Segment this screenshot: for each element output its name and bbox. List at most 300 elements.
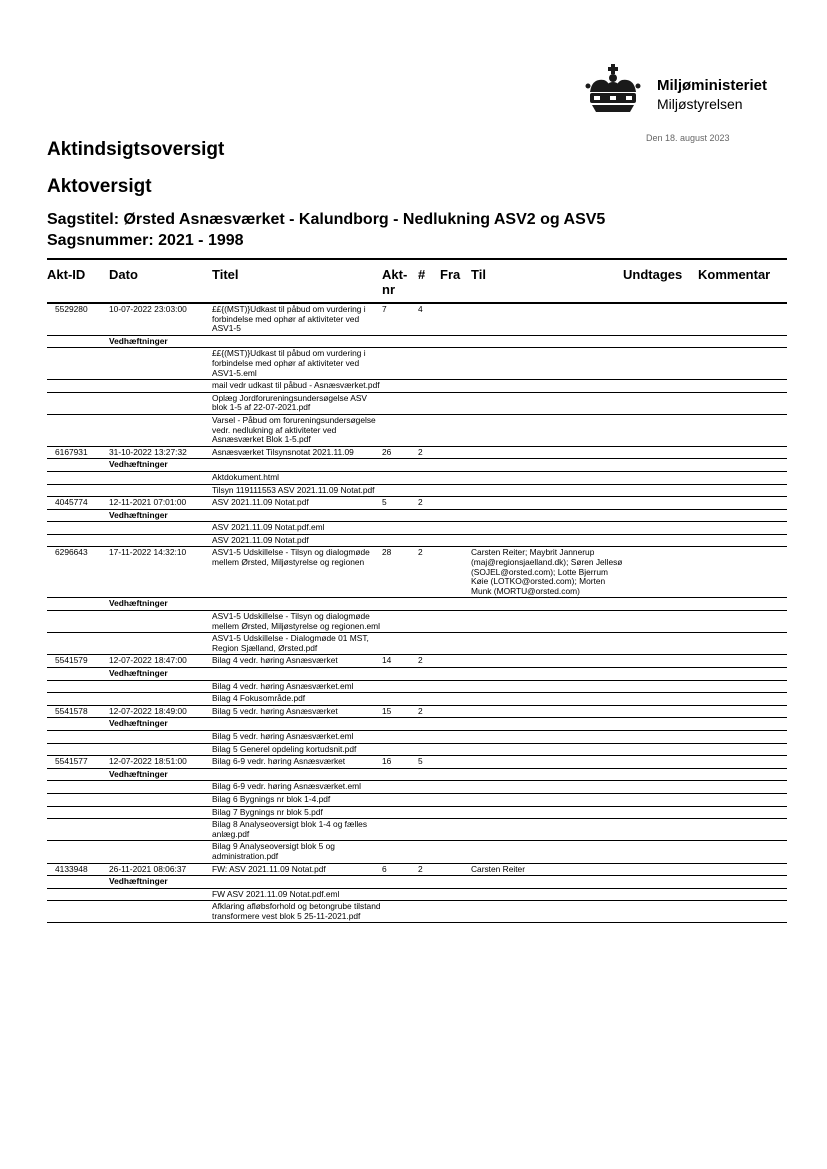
fra-cell — [440, 509, 471, 522]
undtages-cell — [623, 680, 698, 693]
undtages-cell — [623, 497, 698, 510]
undtages-cell — [623, 459, 698, 472]
titel-cell: ASV 2021.11.09 Notat.pdf.eml — [212, 522, 382, 535]
akt-nr-cell — [382, 806, 418, 819]
kommentar-cell — [698, 901, 787, 923]
dato-cell — [109, 633, 212, 655]
undtages-cell — [623, 633, 698, 655]
attachment-row — [47, 380, 787, 393]
titel-cell: ££{(MST)}Udkast til påbud om vurdering i forbindelse med ophør af aktiviteter ved ASV1-5 — [212, 303, 382, 335]
akt-id-cell: 6167931 — [47, 446, 109, 459]
dato-cell: 12-07-2022 18:49:00 — [109, 705, 212, 718]
crown-icon — [584, 62, 644, 122]
page-title: Aktindsigtsoversigt — [47, 139, 225, 160]
titel-cell — [212, 876, 382, 889]
kommentar-cell — [698, 841, 787, 863]
dato-cell: 12-07-2022 18:47:00 — [109, 655, 212, 668]
undtages-cell — [623, 522, 698, 535]
akt-id-cell — [47, 335, 109, 348]
count-cell — [418, 680, 440, 693]
dato-cell — [109, 806, 212, 819]
fra-cell — [440, 781, 471, 794]
akt-nr-cell — [382, 471, 418, 484]
titel-cell: ASV 2021.11.09 Notat.pdf — [212, 497, 382, 510]
fra-cell — [440, 392, 471, 414]
fra-cell — [440, 718, 471, 731]
til-cell — [471, 888, 623, 901]
attachments-row — [47, 876, 787, 889]
dato-cell — [109, 901, 212, 923]
count-cell — [418, 471, 440, 484]
dato-cell — [109, 392, 212, 414]
kommentar-cell — [698, 611, 787, 633]
til-cell — [471, 484, 623, 497]
til-cell — [471, 841, 623, 863]
akt-nr-cell — [382, 819, 418, 841]
kommentar-cell — [698, 863, 787, 876]
fra-cell — [440, 876, 471, 889]
undtages-cell — [623, 793, 698, 806]
dato-cell — [109, 534, 212, 547]
table-row — [47, 756, 787, 769]
dato-cell: Vedhæftninger — [109, 718, 212, 731]
attachment-row — [47, 781, 787, 794]
akt-id-cell — [47, 876, 109, 889]
kommentar-cell — [698, 392, 787, 414]
logo-name: Miljøministeriet — [657, 77, 768, 94]
count-cell: 5 — [418, 756, 440, 769]
kommentar-cell — [698, 348, 787, 380]
dato-cell: 17-11-2022 14:32:10 — [109, 547, 212, 598]
fra-cell — [440, 522, 471, 535]
dato-cell — [109, 348, 212, 380]
kommentar-cell — [698, 756, 787, 769]
titel-cell: Bilag 6 Bygnings nr blok 1-4.pdf — [212, 793, 382, 806]
akt-nr-cell — [382, 522, 418, 535]
count-cell — [418, 392, 440, 414]
fra-cell — [440, 705, 471, 718]
logo-subname: Miljøstyrelsen — [657, 96, 743, 112]
attachments-row — [47, 509, 787, 522]
attachments-row — [47, 598, 787, 611]
akt-id-cell — [47, 793, 109, 806]
til-cell — [471, 793, 623, 806]
fra-cell — [440, 793, 471, 806]
kommentar-cell — [698, 730, 787, 743]
fra-cell — [440, 730, 471, 743]
titel-cell — [212, 459, 382, 472]
til-cell — [471, 781, 623, 794]
akt-id-cell — [47, 841, 109, 863]
column-header-count: # — [418, 259, 440, 303]
undtages-cell — [623, 484, 698, 497]
column-header-titel: Titel — [212, 259, 382, 303]
dato-cell — [109, 888, 212, 901]
akt-id-cell — [47, 522, 109, 535]
fra-cell — [440, 888, 471, 901]
kommentar-cell — [698, 471, 787, 484]
kommentar-cell — [698, 668, 787, 681]
til-cell — [471, 819, 623, 841]
akt-id-cell — [47, 459, 109, 472]
undtages-cell — [623, 611, 698, 633]
attachment-row — [47, 392, 787, 414]
table-row — [47, 547, 787, 598]
count-cell — [418, 522, 440, 535]
fra-cell — [440, 768, 471, 781]
dato-cell: Vedhæftninger — [109, 876, 212, 889]
undtages-cell — [623, 655, 698, 668]
count-cell: 2 — [418, 863, 440, 876]
document-date: Den 18. august 2023 — [646, 133, 730, 143]
til-cell — [471, 598, 623, 611]
fra-cell — [440, 459, 471, 472]
logo — [584, 62, 794, 122]
dato-cell — [109, 484, 212, 497]
dato-cell — [109, 819, 212, 841]
kommentar-cell — [698, 888, 787, 901]
count-cell — [418, 806, 440, 819]
kommentar-cell — [698, 446, 787, 459]
akt-nr-cell: 5 — [382, 497, 418, 510]
akt-nr-cell — [382, 509, 418, 522]
table-row — [47, 655, 787, 668]
dato-cell — [109, 680, 212, 693]
undtages-cell — [623, 806, 698, 819]
titel-cell: Bilag 6-9 vedr. høring Asnæsværket — [212, 756, 382, 769]
akt-id-cell: 5541579 — [47, 655, 109, 668]
titel-cell — [212, 768, 382, 781]
count-cell — [418, 768, 440, 781]
akt-id-cell — [47, 598, 109, 611]
fra-cell — [440, 534, 471, 547]
titel-cell: Bilag 4 vedr. høring Asnæsværket.eml — [212, 680, 382, 693]
til-cell — [471, 718, 623, 731]
dato-cell — [109, 611, 212, 633]
fra-cell — [440, 756, 471, 769]
undtages-cell — [623, 730, 698, 743]
case-title: Sagstitel: Ørsted Asnæsværket - Kalundborg - Nedlukning ASV2 og ASV5 — [47, 211, 606, 228]
column-header-til: Til — [471, 259, 623, 303]
akt-id-cell — [47, 806, 109, 819]
undtages-cell — [623, 781, 698, 794]
undtages-cell — [623, 901, 698, 923]
til-cell: Carsten Reiter; Maybrit Jannerup (maj@regionsjaelland.dk); Søren Jellesø (SOJEL@orsted.com); Lotte Bjerrum Køie (LOTKO@orsted.com); Morten Munk (MORTU@orsted.com) — [471, 547, 623, 598]
attachment-row — [47, 633, 787, 655]
fra-cell — [440, 693, 471, 706]
count-cell — [418, 380, 440, 393]
undtages-cell — [623, 392, 698, 414]
akt-id-cell — [47, 901, 109, 923]
case-number: Sagsnummer: 2021 - 1998 — [47, 232, 244, 249]
count-cell — [418, 611, 440, 633]
kommentar-cell — [698, 781, 787, 794]
akt-nr-cell — [382, 793, 418, 806]
akt-nr-cell — [382, 888, 418, 901]
kommentar-cell — [698, 414, 787, 446]
dato-cell — [109, 693, 212, 706]
til-cell — [471, 471, 623, 484]
fra-cell — [440, 598, 471, 611]
kommentar-cell — [698, 633, 787, 655]
akt-id-cell — [47, 471, 109, 484]
akt-id-cell — [47, 348, 109, 380]
attachment-row — [47, 414, 787, 446]
count-cell: 2 — [418, 655, 440, 668]
column-header-undtages: Undtages — [623, 259, 698, 303]
titel-cell: Bilag 9 Analyseoversigt blok 5 og administration.pdf — [212, 841, 382, 863]
fra-cell — [440, 901, 471, 923]
til-cell — [471, 348, 623, 380]
akt-id-cell — [47, 611, 109, 633]
kommentar-cell — [698, 303, 787, 335]
akt-nr-cell — [382, 484, 418, 497]
table-header — [47, 259, 787, 303]
undtages-cell — [623, 756, 698, 769]
dato-cell — [109, 380, 212, 393]
fra-cell — [440, 471, 471, 484]
fra-cell — [440, 335, 471, 348]
count-cell — [418, 348, 440, 380]
titel-cell: Varsel - Påbud om forureningsundersøgelse vedr. nedlukning af aktiviteter ved Asnæsværket Blok 1-5.pdf — [212, 414, 382, 446]
page-subtitle: Aktoversigt — [47, 176, 152, 197]
akt-id-cell — [47, 380, 109, 393]
akt-nr-cell — [382, 348, 418, 380]
kommentar-cell — [698, 705, 787, 718]
akt-id-cell: 5529280 — [47, 303, 109, 335]
til-cell — [471, 534, 623, 547]
dato-cell: Vedhæftninger — [109, 335, 212, 348]
attachment-row — [47, 743, 787, 756]
fra-cell — [440, 680, 471, 693]
count-cell — [418, 793, 440, 806]
count-cell — [418, 730, 440, 743]
fra-cell — [440, 611, 471, 633]
akt-nr-cell — [382, 901, 418, 923]
document-table — [47, 258, 787, 923]
undtages-cell — [623, 598, 698, 611]
attachment-row — [47, 484, 787, 497]
count-cell — [418, 876, 440, 889]
titel-cell: Afklaring afløbsforhold og betongrube tilstand transformere vest blok 5 25-11-2021.pdf — [212, 901, 382, 923]
attachment-row — [47, 534, 787, 547]
akt-nr-cell — [382, 380, 418, 393]
count-cell — [418, 598, 440, 611]
undtages-cell — [623, 841, 698, 863]
kommentar-cell — [698, 509, 787, 522]
akt-id-cell — [47, 484, 109, 497]
akt-id-cell — [47, 888, 109, 901]
dato-cell: 26-11-2021 08:06:37 — [109, 863, 212, 876]
titel-cell — [212, 335, 382, 348]
count-cell — [418, 841, 440, 863]
til-cell — [471, 497, 623, 510]
akt-id-cell: 4045774 — [47, 497, 109, 510]
akt-nr-cell — [382, 534, 418, 547]
count-cell — [418, 743, 440, 756]
akt-id-cell — [47, 718, 109, 731]
undtages-cell — [623, 335, 698, 348]
til-cell — [471, 668, 623, 681]
dato-cell: Vedhæftninger — [109, 598, 212, 611]
count-cell — [418, 484, 440, 497]
undtages-cell — [623, 668, 698, 681]
count-cell — [418, 335, 440, 348]
attachments-row — [47, 459, 787, 472]
til-cell — [471, 459, 623, 472]
column-header-akt-nr — [382, 259, 418, 303]
table-row — [47, 303, 787, 335]
akt-id-cell — [47, 781, 109, 794]
til-cell — [471, 522, 623, 535]
akt-nr-cell: 26 — [382, 446, 418, 459]
attachment-row — [47, 888, 787, 901]
titel-cell: ASV1-5 Udskillelse - Dialogmøde 01 MST, Region Sjælland, Ørsted.pdf — [212, 633, 382, 655]
akt-nr-cell — [382, 781, 418, 794]
dato-cell: Vedhæftninger — [109, 768, 212, 781]
til-cell — [471, 380, 623, 393]
attachment-row — [47, 693, 787, 706]
akt-nr-cell — [382, 414, 418, 446]
count-cell — [418, 718, 440, 731]
count-cell — [418, 888, 440, 901]
akt-id-cell — [47, 693, 109, 706]
attachment-row — [47, 793, 787, 806]
count-cell — [418, 414, 440, 446]
titel-cell: FW: ASV 2021.11.09 Notat.pdf — [212, 863, 382, 876]
titel-cell: Asnæsværket Tilsynsnotat 2021.11.09 — [212, 446, 382, 459]
count-cell: 4 — [418, 303, 440, 335]
dato-cell — [109, 471, 212, 484]
table-row — [47, 497, 787, 510]
fra-cell — [440, 863, 471, 876]
attachments-row — [47, 768, 787, 781]
akt-id-cell — [47, 730, 109, 743]
fra-cell — [440, 743, 471, 756]
dato-cell — [109, 841, 212, 863]
titel-cell: Bilag 5 vedr. høring Asnæsværket.eml — [212, 730, 382, 743]
akt-nr-cell: 14 — [382, 655, 418, 668]
fra-cell — [440, 497, 471, 510]
akt-id-cell: 4133948 — [47, 863, 109, 876]
akt-nr-label: Akt-nr — [382, 267, 408, 297]
dato-cell: 12-07-2022 18:51:00 — [109, 756, 212, 769]
column-header-dato: Dato — [109, 259, 212, 303]
undtages-cell — [623, 380, 698, 393]
count-cell — [418, 459, 440, 472]
kommentar-cell — [698, 680, 787, 693]
dato-cell — [109, 414, 212, 446]
undtages-cell — [623, 718, 698, 731]
akt-nr-cell — [382, 876, 418, 889]
titel-cell: Bilag 4 vedr. høring Asnæsværket — [212, 655, 382, 668]
akt-nr-cell — [382, 611, 418, 633]
akt-nr-cell — [382, 743, 418, 756]
attachments-row — [47, 668, 787, 681]
attachment-row — [47, 522, 787, 535]
kommentar-cell — [698, 459, 787, 472]
count-cell: 2 — [418, 705, 440, 718]
til-cell — [471, 303, 623, 335]
fra-cell — [440, 806, 471, 819]
table-row — [47, 705, 787, 718]
til-cell — [471, 680, 623, 693]
attachment-row — [47, 841, 787, 863]
til-cell — [471, 743, 623, 756]
titel-cell: Bilag 5 vedr. høring Asnæsværket — [212, 705, 382, 718]
undtages-cell — [623, 414, 698, 446]
til-cell — [471, 509, 623, 522]
til-cell — [471, 768, 623, 781]
akt-nr-cell: 7 — [382, 303, 418, 335]
titel-cell — [212, 668, 382, 681]
akt-nr-cell — [382, 633, 418, 655]
kommentar-cell — [698, 534, 787, 547]
count-cell — [418, 633, 440, 655]
fra-cell — [440, 819, 471, 841]
kommentar-cell — [698, 876, 787, 889]
kommentar-cell — [698, 655, 787, 668]
akt-nr-cell — [382, 680, 418, 693]
til-cell — [471, 655, 623, 668]
dato-cell: Vedhæftninger — [109, 509, 212, 522]
dato-cell: 12-11-2021 07:01:00 — [109, 497, 212, 510]
akt-id-cell — [47, 392, 109, 414]
akt-nr-cell: 15 — [382, 705, 418, 718]
fra-cell — [440, 655, 471, 668]
count-cell — [418, 901, 440, 923]
attachment-row — [47, 819, 787, 841]
kommentar-cell — [698, 598, 787, 611]
akt-nr-cell — [382, 459, 418, 472]
akt-id-cell: 5541577 — [47, 756, 109, 769]
count-cell: 2 — [418, 497, 440, 510]
fra-cell — [440, 348, 471, 380]
count-cell: 2 — [418, 446, 440, 459]
kommentar-cell — [698, 547, 787, 598]
count-cell — [418, 819, 440, 841]
dato-cell — [109, 730, 212, 743]
akt-nr-cell: 28 — [382, 547, 418, 598]
titel-cell: Aktdokument.html — [212, 471, 382, 484]
count-cell — [418, 693, 440, 706]
column-header-akt-id: Akt-ID — [47, 259, 109, 303]
akt-id-cell — [47, 633, 109, 655]
kommentar-cell — [698, 380, 787, 393]
kommentar-cell — [698, 484, 787, 497]
akt-nr-cell — [382, 668, 418, 681]
fra-cell — [440, 414, 471, 446]
titel-cell: FW ASV 2021.11.09 Notat.pdf.eml — [212, 888, 382, 901]
titel-cell: Bilag 7 Bygnings nr blok 5.pdf — [212, 806, 382, 819]
undtages-cell — [623, 819, 698, 841]
titel-cell: Tilsyn 119111553 ASV 2021.11.09 Notat.pdf — [212, 484, 382, 497]
til-cell — [471, 633, 623, 655]
attachment-row — [47, 730, 787, 743]
akt-nr-cell — [382, 841, 418, 863]
akt-nr-cell: 16 — [382, 756, 418, 769]
column-header-kommentar: Kommentar — [698, 259, 787, 303]
attachment-row — [47, 806, 787, 819]
kommentar-cell — [698, 522, 787, 535]
table-row — [47, 863, 787, 876]
dato-cell — [109, 743, 212, 756]
kommentar-cell — [698, 743, 787, 756]
akt-nr-cell — [382, 718, 418, 731]
titel-cell: mail vedr udkast til påbud - Asnæsværket.pdf — [212, 380, 382, 393]
fra-cell — [440, 446, 471, 459]
titel-cell: ££{(MST)}Udkast til påbud om vurdering i forbindelse med ophør af aktiviteter ved ASV1-5.eml — [212, 348, 382, 380]
